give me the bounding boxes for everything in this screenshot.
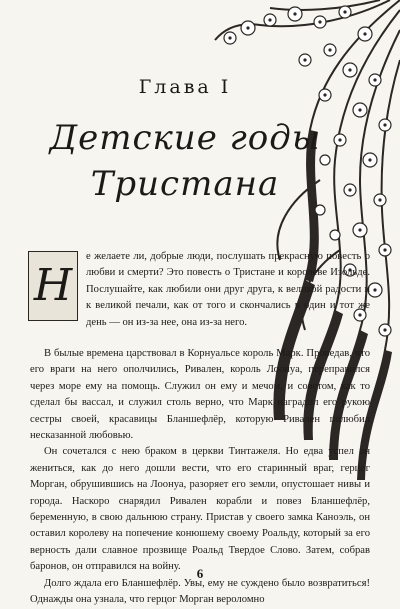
chapter-title-line-2: Тристана xyxy=(90,164,280,204)
chapter-label: Глава I xyxy=(138,76,232,98)
paragraph-2: В былые времена царствовал в Корнуальсе король Марк. Проведав, что его враги на него ополчились, Ривален, король Лоонуа, переправился через море ему на помощь. Служил он ему и мечом, и советом, как то сделал бы вассал, и служил столь верно, что Марк наградил его рукою сестры своей, красавицы Бланшефлёр, которую Ривален полюбил несказанной любовью. xyxy=(30,348,370,442)
paragraph-3: Он сочетался с нею браком в церкви Тинтажеля. Но едва успел он жениться, как до него дошли вести, что его старинный враг, герцог Морган, обрушившись на Лоонуа, разоряет его земли, опустошает нивы и города. Наскоро снарядил Ривален корабли и повез Бланшефлёр, беременную, в свою дальнюю страну. Пристав у своего замка Каноэль, он оставил королеву на попечение конюшему своему Роальду, который за его верность дали славное прозвище Роальд Твердое Слово. Затем, собрав баронов, он отправился на войну. xyxy=(30,446,370,573)
drop-cap-letter: Н xyxy=(33,259,73,311)
page-number: 6 xyxy=(196,566,204,581)
paragraph-1 xyxy=(30,249,370,346)
paragraph-1-text: е желаете ли, добрые люди, послушать прекрасную повесть о любви и смерти? Это повесть о Тристане и королеве Изольде. Послушайте, как любили они друг друга, к великой радости и к великой печали, как от того и скончались в один и тот же день — он из-за нее, она из-за него. xyxy=(86,251,370,328)
chapter-title xyxy=(40,115,330,207)
chapter-title-line-1: Детские годы xyxy=(49,118,321,158)
chapter-body xyxy=(30,249,370,609)
paragraph-4: Долго ждала его Бланшефлёр. Увы, ему не суждено было возвратиться! Однажды она узнала, что герцог Морган вероломно xyxy=(30,577,370,606)
drop-cap xyxy=(28,251,78,321)
